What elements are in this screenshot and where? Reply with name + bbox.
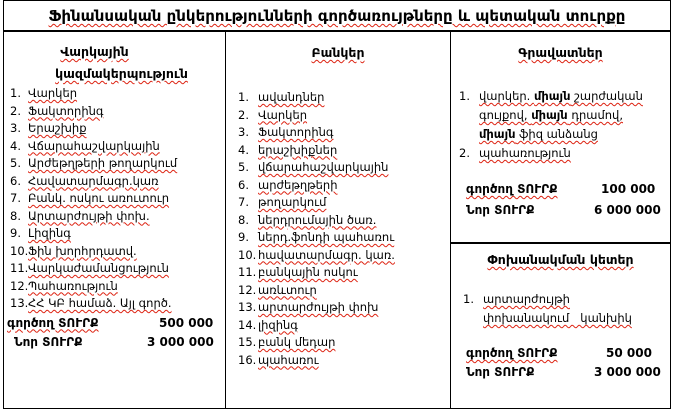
list-item (226, 299, 450, 317)
pawnshop-item-line (479, 87, 670, 106)
list-item (4, 138, 225, 156)
list-item (226, 334, 450, 352)
list-item-number: 13. (238, 300, 257, 314)
list-item (226, 352, 450, 370)
list-item-text: Վարկեր (28, 86, 78, 100)
list-item-text: բանկային ոսկու (258, 265, 358, 279)
list-item-text: արտարժույթի փոխ (258, 300, 379, 314)
list-item-text: Վարկաժամանցություն (28, 261, 169, 275)
list-item-text: Արժեթղթերի թողարկում (28, 156, 178, 170)
list-item-number: 4. (10, 138, 21, 153)
list-item-text: ՀՀ ԿԲ համաձ. Այլ գործ. (28, 296, 172, 310)
list-item-number: 2. (238, 107, 249, 122)
column-credit-organizations (3, 32, 225, 409)
list-item (4, 85, 225, 103)
list-item-number: 2. (10, 103, 21, 118)
totals-row-new: Նոր ՏՈՒՐՔ 6 000 000 (466, 203, 661, 217)
list-item (4, 260, 225, 278)
column-heading: Բանկեր (311, 45, 365, 60)
list-item-number: 14. (238, 317, 257, 332)
list-item-number: 7. (10, 191, 21, 205)
list-item-text: ավանդներ (258, 90, 325, 104)
list-item-number: 11. (238, 265, 257, 279)
list-item-number: 5. (238, 160, 249, 174)
list-item-text: Պահառություն (28, 278, 118, 293)
list-item-text: Ֆակտորինգ (28, 103, 104, 118)
list-item-text: Բանկ. ոսկու առուտուր (28, 191, 170, 205)
list-item-number: 9. (238, 230, 249, 244)
list-item (226, 282, 450, 300)
list-item-number: 11. (10, 261, 29, 275)
list-item-text: ներդրումային ծառ. (258, 212, 377, 227)
emphasis-text: միայն (531, 108, 568, 122)
list-item-number: 15. (238, 335, 257, 349)
emphasis-text: միայն (479, 127, 516, 141)
column-heading: Փոխանակման կետեր (487, 252, 634, 267)
list-item-text: Ֆակտորինգ (258, 125, 334, 139)
list-item (226, 317, 450, 335)
list-item (4, 155, 225, 173)
list-item-number: 1. (238, 90, 249, 104)
list-item: 1. արտարժույթի փոխանակում կանխիկ (463, 292, 632, 325)
list-item (226, 264, 450, 282)
pawnshop-item-line (479, 125, 670, 144)
list-item-text: երաշխիքներ (258, 142, 338, 157)
column-exchange-points (450, 243, 671, 409)
list-item-text: Վճարահաշվարկային (28, 138, 160, 153)
pawnshop-totals (451, 179, 670, 221)
list-item-number: 7. (238, 195, 249, 209)
list-item-text: Հավատարմագր.կառ (28, 173, 159, 188)
list-item (226, 142, 450, 160)
list-item-text: բանկ մեդար (258, 335, 336, 349)
list-item-text: Ֆին խորհրդատվ. (28, 243, 137, 258)
list-item (226, 194, 450, 212)
totals-row-current: գործող ՏՈՒՐՔ 100 000 (466, 182, 656, 196)
list-item (226, 159, 450, 177)
list-item-number: 3. (238, 125, 249, 139)
list-item (226, 89, 450, 107)
list-item-text: լիզինգ (258, 317, 298, 332)
item-text: դրամով, (567, 108, 623, 122)
item-text: գույքով, (479, 108, 532, 122)
list-item (4, 295, 225, 313)
list-item-number: 5. (10, 156, 21, 170)
totals-row-current: գործող ՏՈՒՐՔ 50 000 (466, 346, 652, 360)
list-item (4, 103, 225, 121)
list-item (4, 278, 225, 296)
list-item (226, 124, 450, 142)
list-item: 2. պահառություն (459, 146, 571, 160)
title-text: Ֆինանսական ընկերությունների գործառույթները և պետական տուրքը (48, 7, 626, 25)
list-item-text: թողարկում (258, 195, 327, 209)
list-item-number: 10. (10, 243, 29, 258)
list-item (226, 107, 450, 125)
list-item (226, 229, 450, 247)
list-item-number: 9. (10, 226, 21, 240)
pawnshop-item-line (479, 106, 670, 125)
list-item-number: 16. (238, 352, 257, 367)
list-item-number: 6. (238, 177, 249, 192)
list-item (4, 208, 225, 226)
list-item-number: 8. (238, 212, 249, 227)
list-item-text: Լիզինգ (28, 226, 71, 240)
list-item: 1. վարկեր. միայն շարժական գույքով, միայն դրամով, միայն ֆիզ անձանց (451, 87, 670, 144)
list-item (226, 247, 450, 265)
list-item (4, 120, 225, 138)
list-item-number: 1. (10, 86, 21, 100)
totals-row-new: Նոր ՏՈՒՐՔ 3 000 000 (466, 365, 661, 379)
credit-org-totals (4, 314, 225, 352)
list-item-text: առևտուր (258, 282, 317, 297)
list-item-text: Վարկեր (258, 107, 308, 122)
column-heading: Վարկային կազմակերպություն (55, 44, 188, 81)
list-item-text: արժեթղթերի (258, 177, 338, 192)
list-item-number: 4. (238, 142, 249, 157)
list-item-text: Երաշխիք (28, 121, 87, 135)
list-item (226, 177, 450, 195)
banks-list (226, 89, 450, 369)
list-item-number: 8. (10, 208, 21, 223)
list-item-text: Արտարժույթի փոխ. (28, 208, 150, 223)
emphasis-text: միայն (533, 89, 571, 103)
list-item-text: պահառու (258, 352, 319, 367)
item-text: ֆիզ անձանց (515, 127, 598, 141)
list-item-text: ներդ.ֆոնդի պահառու (258, 230, 395, 244)
totals-row-new: Նոր ՏՈՒՐՔ 3 000 000 (14, 334, 214, 349)
totals-row-current: գործող ՏՈՒՐՔ 500 000 (7, 315, 214, 330)
list-item-number: 3. (10, 121, 21, 135)
exchange-totals (451, 344, 670, 382)
page-title (3, 0, 671, 32)
list-item-number: 13. (10, 296, 29, 310)
item-text: վարկեր. (479, 89, 534, 103)
list-item (4, 243, 225, 261)
list-item (4, 173, 225, 191)
list-item (226, 212, 450, 230)
column-heading: Գրավատներ (518, 45, 603, 60)
list-item-number: 12. (10, 278, 29, 293)
list-item (4, 225, 225, 243)
credit-org-list (4, 85, 225, 313)
list-item-text: վճարահաշվարկային (258, 160, 389, 174)
list-item-number: 6. (10, 173, 21, 188)
item-text: շարժական (570, 89, 643, 103)
column-banks (225, 32, 450, 409)
list-item-text: հավատարմագր. կառ. (258, 247, 395, 262)
list-item-number: 12. (238, 282, 257, 297)
column-pawnshops (450, 32, 671, 243)
pawnshop-item-text (479, 87, 670, 144)
list-item-number: 10. (238, 247, 257, 262)
list-item (4, 190, 225, 208)
